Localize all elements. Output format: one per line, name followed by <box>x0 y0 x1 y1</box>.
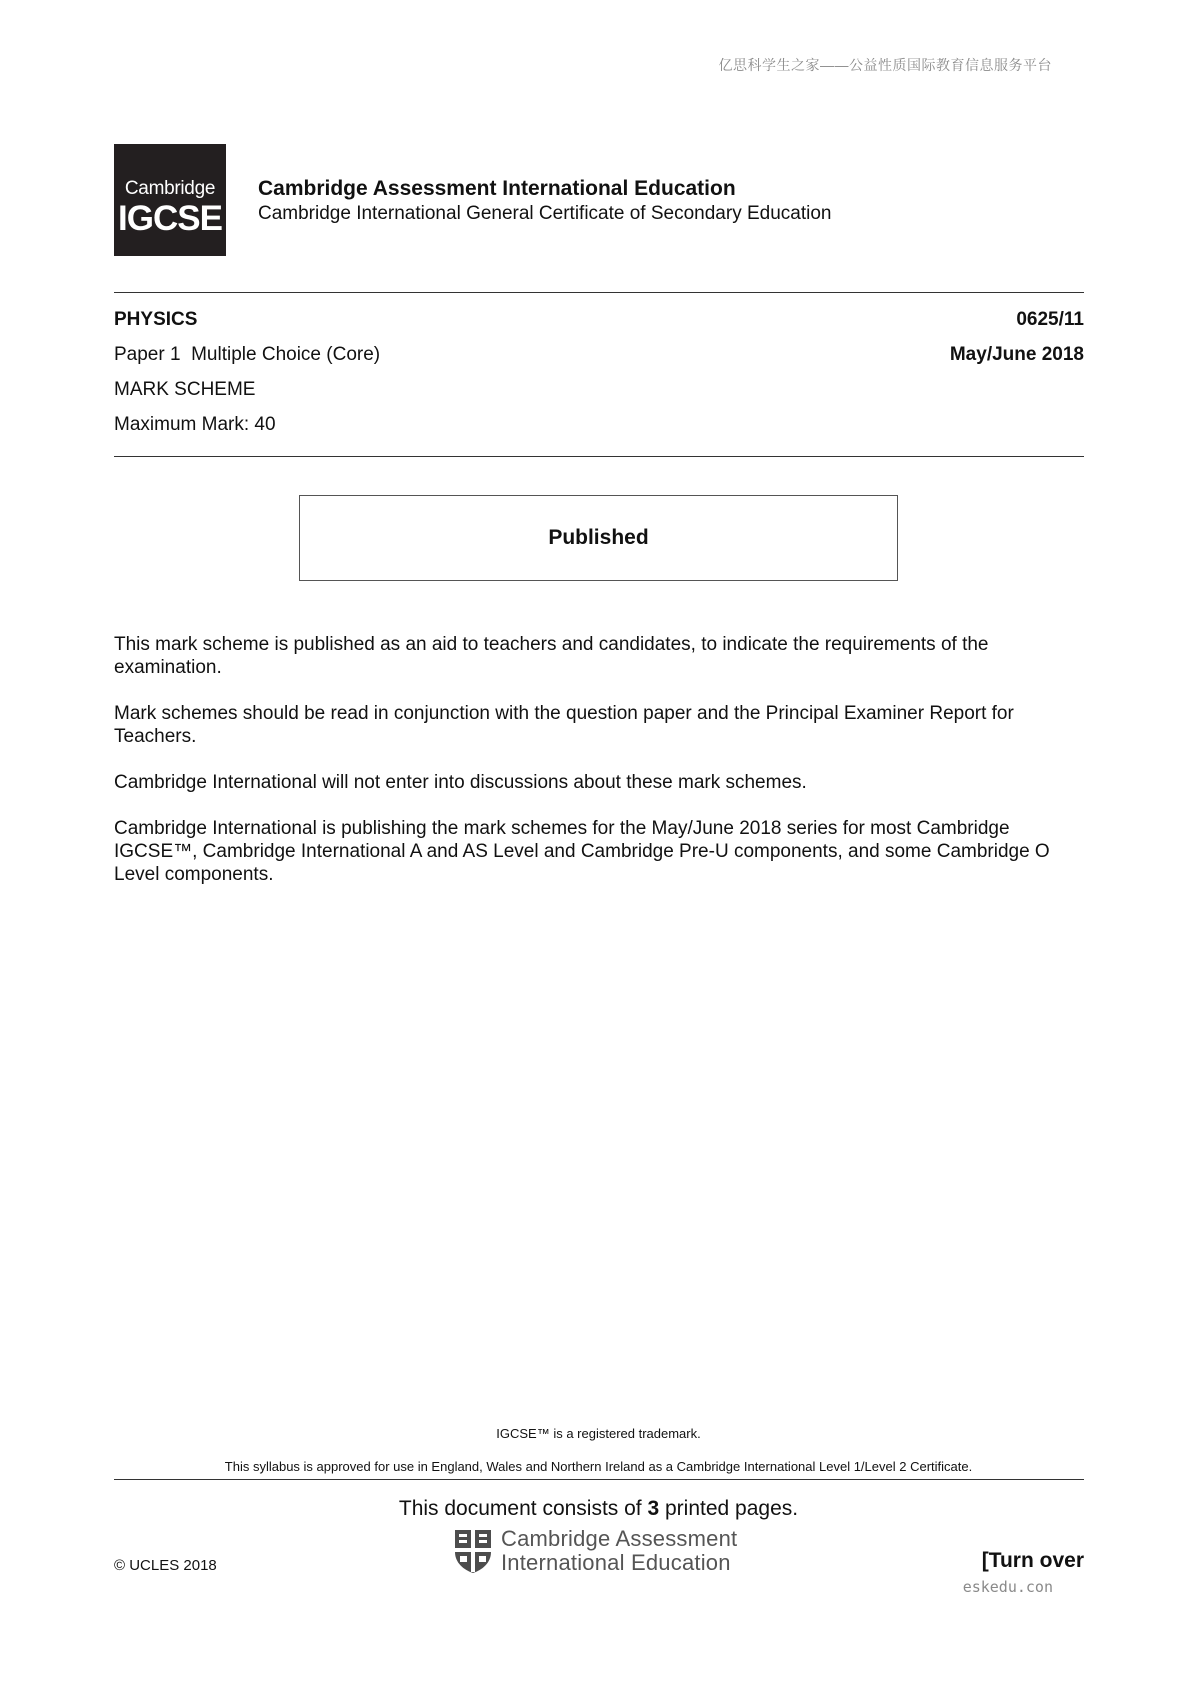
page-count-note <box>0 1497 1190 1521</box>
published-status-box <box>299 495 898 581</box>
intro-paragraph-4: Cambridge International is publishing the mark schemes for the May/June 2018 series for most Cambridge IGCSE™, Cambridge International A and AS Level and Cambridge Pre-U components, and some Cambridge O Level components. <box>114 818 1050 885</box>
cambridge-assessment-logo <box>453 1527 737 1575</box>
organisation-name: Cambridge Assessment International Education <box>258 177 736 200</box>
page-count-prefix: This document consists of <box>398 1497 648 1520</box>
footer-divider <box>114 1479 1084 1480</box>
igcse-logo <box>114 144 226 256</box>
bottom-divider <box>114 456 1084 457</box>
intro-paragraph-3: Cambridge International will not enter into discussions about these mark schemes. <box>114 772 807 793</box>
approval-note: This syllabus is approved for use in England, Wales and Northern Ireland as a Cambridge International Level 1/Level 2 Certificate. <box>224 1459 973 1474</box>
top-divider <box>114 292 1084 293</box>
wordmark-line-1: Cambridge Assessment <box>501 1526 738 1551</box>
watermark-top: 亿思科学生之家——公益性质国际教育信息服务平台 <box>718 57 1052 73</box>
syllabus-code: 0625/11 <box>1016 309 1084 330</box>
page-count-number: 3 <box>647 1497 660 1520</box>
paper-code-details <box>950 302 1084 372</box>
paper-label: Paper 1 Multiple Choice (Core) <box>114 344 381 365</box>
trademark-note: IGCSE™ is a registered trademark. <box>496 1426 701 1441</box>
introduction-text <box>114 633 1086 909</box>
copyright-notice: © UCLES 2018 <box>114 1557 217 1574</box>
wordmark-line-2: International Education <box>501 1550 731 1575</box>
page-count-suffix: printed pages. <box>659 1497 799 1520</box>
document-type-label: MARK SCHEME <box>114 379 256 400</box>
logo-line-igcse: IGCSE <box>118 199 222 238</box>
turn-over-label: [Turn over <box>981 1549 1084 1572</box>
intro-paragraph-2: Mark schemes should be read in conjunction with the question paper and the Principal Examiner Report for Teachers. <box>114 703 1014 747</box>
subject-label: PHYSICS <box>114 309 198 330</box>
intro-paragraph-1: This mark scheme is published as an aid to teachers and candidates, to indicate the requirements of the examination. <box>114 634 989 678</box>
published-label: Published <box>548 526 649 549</box>
organisation-header <box>258 176 832 226</box>
watermark-bottom: eskedu.con <box>962 1578 1053 1596</box>
qualification-name: Cambridge International General Certificate of Secondary Education <box>258 203 832 224</box>
paper-details <box>114 302 380 442</box>
logo-line-cambridge: Cambridge <box>124 178 216 199</box>
max-mark-label: Maximum Mark: 40 <box>114 414 276 435</box>
exam-session: May/June 2018 <box>949 344 1084 365</box>
cambridge-shield-icon <box>453 1528 493 1574</box>
cambridge-assessment-wordmark <box>501 1527 737 1575</box>
